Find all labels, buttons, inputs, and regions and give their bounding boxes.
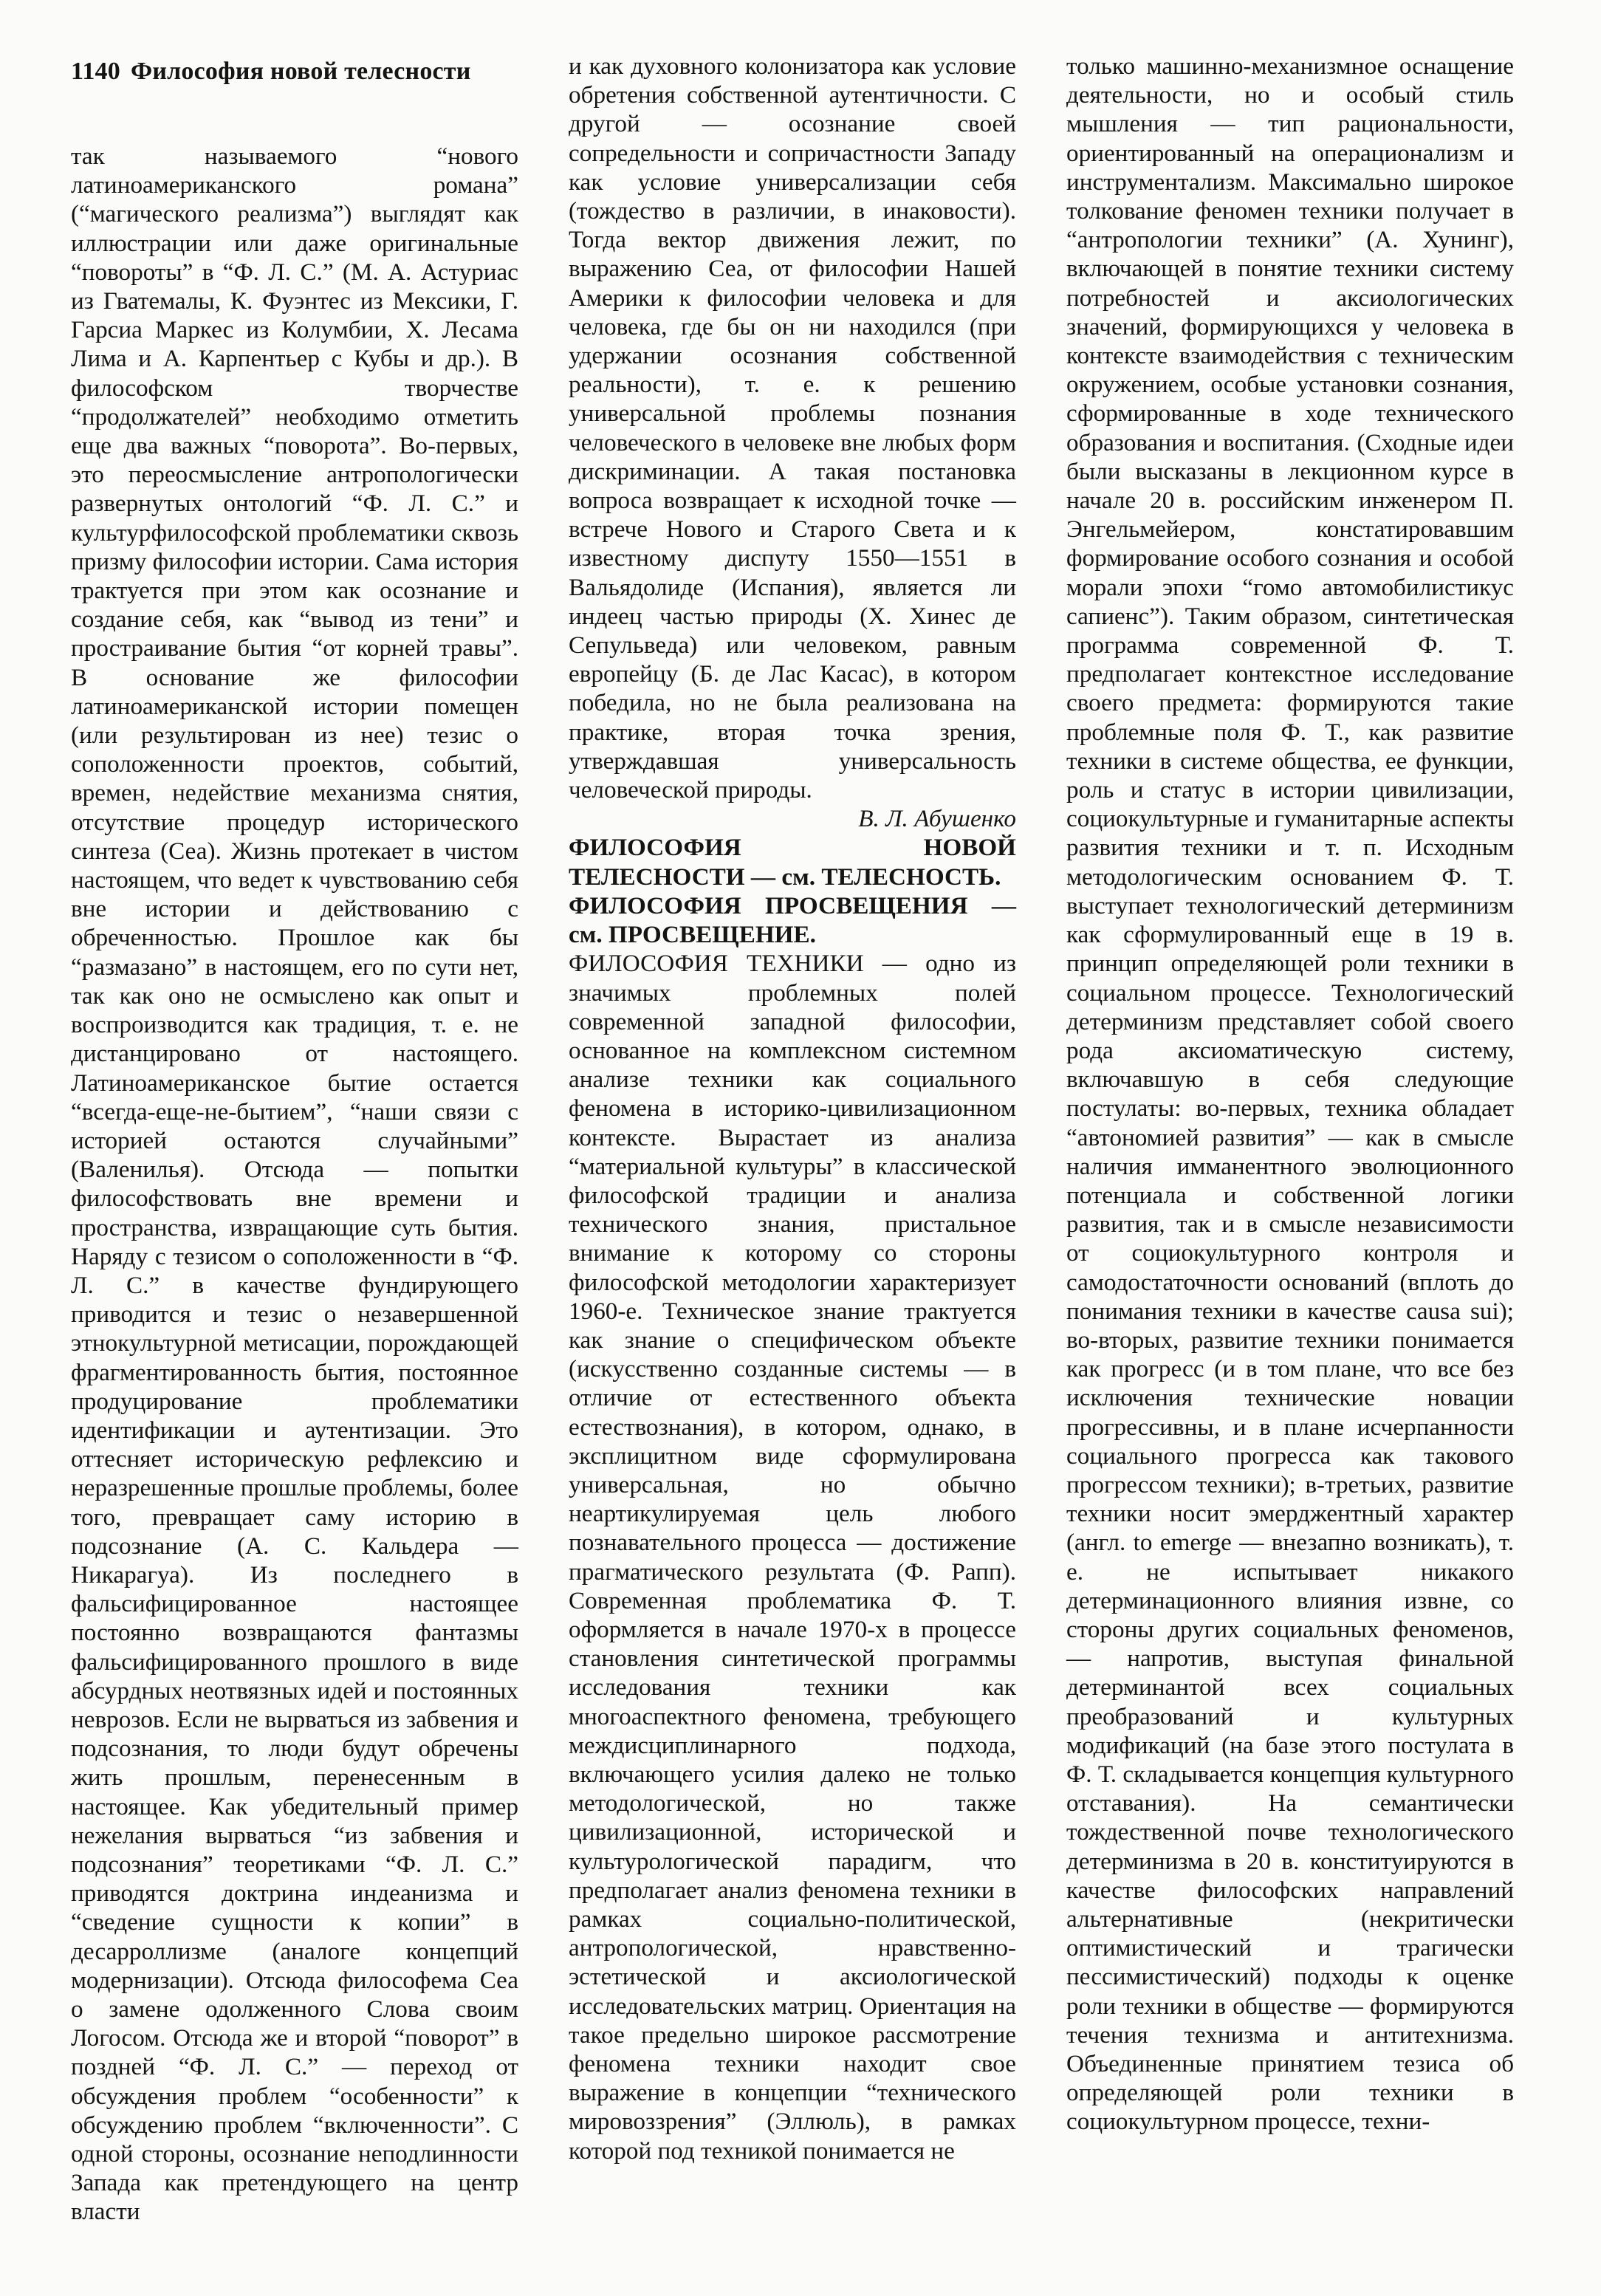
entry-term: ФИЛОСОФИЯ НОВОЙ ТЕЛЕСНОСТИ — [569, 834, 1016, 891]
entry-term: ФИЛОСОФИЯ ПРОСВЕЩЕНИЯ — [569, 891, 968, 919]
author-signature: В. Л. Абушенко — [858, 805, 1016, 833]
entry-body-continued: только машинно-механизмное оснащение деятельности, но и особый стиль мышления — тип рациональности, ориентированный на операционализм и инструментализм. Максимально широкое толкование феномен техники получает в “антропологии техники” (А. Хунинг), включающей в понятие техники систему потребностей и аксиологических значений, формирующихся у человека в контексте взаимодействия с техническим окружением, особые установки сознания, сформированные в ходе технического образования и воспитания. (Сходные идеи были высказаны в лекционном курсе в начале 20 в. российским инженером П. Энгельмейером, констатировавшим формирование особого сознания и особой морали эпохи “гомо автомобилистикус сапиенс”). Таким образом, синтетическая программа современной Ф. Т. предполагает контекстное исследование своего предмета: формируются такие проблемные поля Ф. Т., как развитие техники в системе общества, ее функции, роль и статус в истории цивилизации, социокультурные и гуманитарные аспекты развития техники и т. п. Исходным методологическим основанием Ф. Т. выступает технологический детерминизм как сформулированный еще в 19 в. принцип определяющей роли техники в социальном процессе. Технологический детерминизм представляет собой своего рода аксиоматическую систему, включавшую в себя следующие постулаты: во-первых, техника обладает “автономией развития” — как в смысле наличия имманентного эволюционного потенциала и собственной логики развития, так и в смысле независимости от социокультурного контроля и самодостаточности оснований (вплоть до понимания техники в качестве causa sui); во-вторых, развитие техники понимается как прогресс (и в том плане, что все без исключения технические новации прогрессивны, и в плане исчерпанности социального прогресса как такового прогрессом техники); в-третьих, развитие техники носит эмерджентный характер (англ. to emerge — внезапно возникать), т. е. не испытывает никакого детерминационного влияния извне, со стороны других социальных феноменов, — напротив, выступая финальной детерминантой всех социальных преобразований и культурных модификаций (на базе этого постулата в Ф. Т. складывается концепция культурного отставания). На семантически тождественной почве технологического детерминизма в 20 в. конституируются в качестве философских направлений альтернативные (некритически оптимистический и трагически пессимистический) подходы к оценке роли техники в обществе — формируются течения технизма и антитехнизма. Объединенные принятием тезиса об определяющей роли техники в социокультурном процессе, техни- — [1066, 52, 1514, 2136]
entry-filosofiya-tekhniki — [569, 949, 1016, 2165]
running-title: Философия новой телесности — [130, 58, 471, 85]
text-column-right — [1066, 52, 1514, 2136]
page-number: 1140 — [71, 58, 120, 85]
entry-cross-reference-prosveshchenie — [569, 891, 1016, 949]
entry-term: ФИЛОСОФИЯ ТЕХНИКИ — [569, 950, 864, 978]
see-reference[interactable]: — см. ПРОСВЕЩЕНИЕ. — [569, 891, 1017, 949]
running-header — [71, 58, 471, 86]
entry-cross-reference-telesnost — [569, 833, 1016, 891]
text-column-middle — [569, 52, 1016, 2165]
entry-body: — одно из значимых проблемных полей современной западной философии, основанное на комплексном системном анализе техники как социального феномена в историко-цивилизационном контексте. Вырастает из анализа “материальной культуры” в классической философской традиции и анализа технического знания, пристальное внимание к которому со стороны философской методологии характеризует 1960-е. Техническое знание трактуется как знание о специфическом объекте (искусственно созданные системы — в отличие от естественного объекта естествознания), в котором, однако, в эксплицитном виде сформулирована универсальная, но обычно неартикулируемая цель любого познавательного процесса — достижение прагматического результата (Ф. Рапп). Современная проблематика Ф. Т. оформляется в начале 1970-х в процессе становления синтетической программы исследования техники как многоаспектного феномена, требующего междисциплинарного подхода, включающего усилия далеко не только методологической, но также цивилизационной, исторической и культурологической парадигм, что предполагает анализ феномена техники в рамках социально-политической, антропологической, нравственно-эстетической и аксиологической исследовательских матриц. Ориентация на такое предельно широкое рассмотрение феномена техники находит свое выражение в концепции “технического мировоззрения” (Эллюль), в рамках которой под техникой понимается не — [569, 950, 1017, 2165]
article-text-end: и как духовного колонизатора как условие обретения собственной аутентичности. С другой — осознание своей сопредельности и сопричастности Западу как условие универсализации себя (тождество в различии, в инаковости). Тогда вектор движения лежит, по выражению Сеа, от философии Нашей Америки к философии человека и для человека, где бы он ни находился (при удержании осознания собственной реальности), т. е. к решению универсальной проблемы познания человеческого в человеке вне любых форм дискриминации. А такая постановка вопроса возвращает к исходной точке — встрече Нового и Старого Света и к известному диспуту 1550—1551 в Вальядолиде (Испания), является ли индеец частью природы (Х. Хинес де Сепульведа) или человеком, равным европейцу (Б. де Лас Касас), в котором победила, но не была реализована на практике, вторая точка зрения, утверждавшая универсальность человеческой природы. — [569, 52, 1016, 804]
text-column-left — [71, 142, 518, 2227]
see-reference[interactable]: — см. ТЕЛЕСНОСТЬ. — [750, 863, 1001, 891]
article-text-continued: так называемого “нового латиноамериканского романа” (“магического реализма”) выглядят как иллюстрации или даже оригинальные “повороты” в “Ф. Л. С.” (М. А. Астуриас из Гватемалы, К. Фуэнтес из Мексики, Г. Гарсиа Маркес из Колумбии, Х. Лесама Лима и А. Карпентьер с Кубы и др.). В философском творчестве “продолжателей” необходимо отметить еще два важных “поворота”. Во-первых, это переосмысление антропологически развернутых онтологий “Ф. Л. С.” и культурфилософской проблематики сквозь призму философии истории. Сама история трактуется при этом как осознание и создание себя, как “вывод из тени” и простраивание бытия “от корней травы”. В основание же философии латиноамериканской истории помещен (или результирован из нее) тезис о соположенности проектов, событий, времен, недействие механизма снятия, отсутствие процедур исторического синтеза (Сеа). Жизнь протекает в чистом настоящем, что ведет к чувствованию себя вне истории и действованию с обреченностью. Прошлое как бы “размазано” в настоящем, его по сути нет, так как оно не осмыслено как опыт и воспроизводится как традиция, т. е. не дистанцировано от настоящего. Латиноамериканское бытие остается “всегда-еще-не-бытием”, “наши связи с историей остаются случайными” (Валенилья). Отсюда — попытки философствовать вне времени и пространства, извращающие суть бытия. Наряду с тезисом о соположенности в “Ф. Л. С.” в качестве фундирующего приводится и тезис о незавершенной этнокультурной метисации, порождающей фрагментированность бытия, постоянное продуцирование проблематики идентификации и аутентизации. Это оттесняет историческую рефлексию и неразрешенные прошлые проблемы, более того, превращает саму историю в подсознание (А. С. Кальдера — Никарагуа). Из последнего в фальсифицированное настоящее постоянно возвращаются фантазмы фальсифицированного прошлого в виде абсурдных неотвязных идей и постоянных неврозов. Если не вырваться из забвения и подсознания, то люди будут обречены жить прошлым, перенесенным в настоящее. Как убедительный пример нежелания вырваться “из забвения и подсознания” теоретиками “Ф. Л. С.” приводятся доктрина индеанизма и “сведение сущности к копии” в десарроллизме (аналоге концепций модернизации). Отсюда философема Сеа о замене одолженного Слова своим Логосом. Отсюда же и второй “поворот” в поздней “Ф. Л. С.” — переход от обсуждения проблем “особенности” к обсуждению проблем “включенности”. С одной стороны, осознание неподлинности Запада как претендующего на центр власти — [71, 143, 518, 2226]
